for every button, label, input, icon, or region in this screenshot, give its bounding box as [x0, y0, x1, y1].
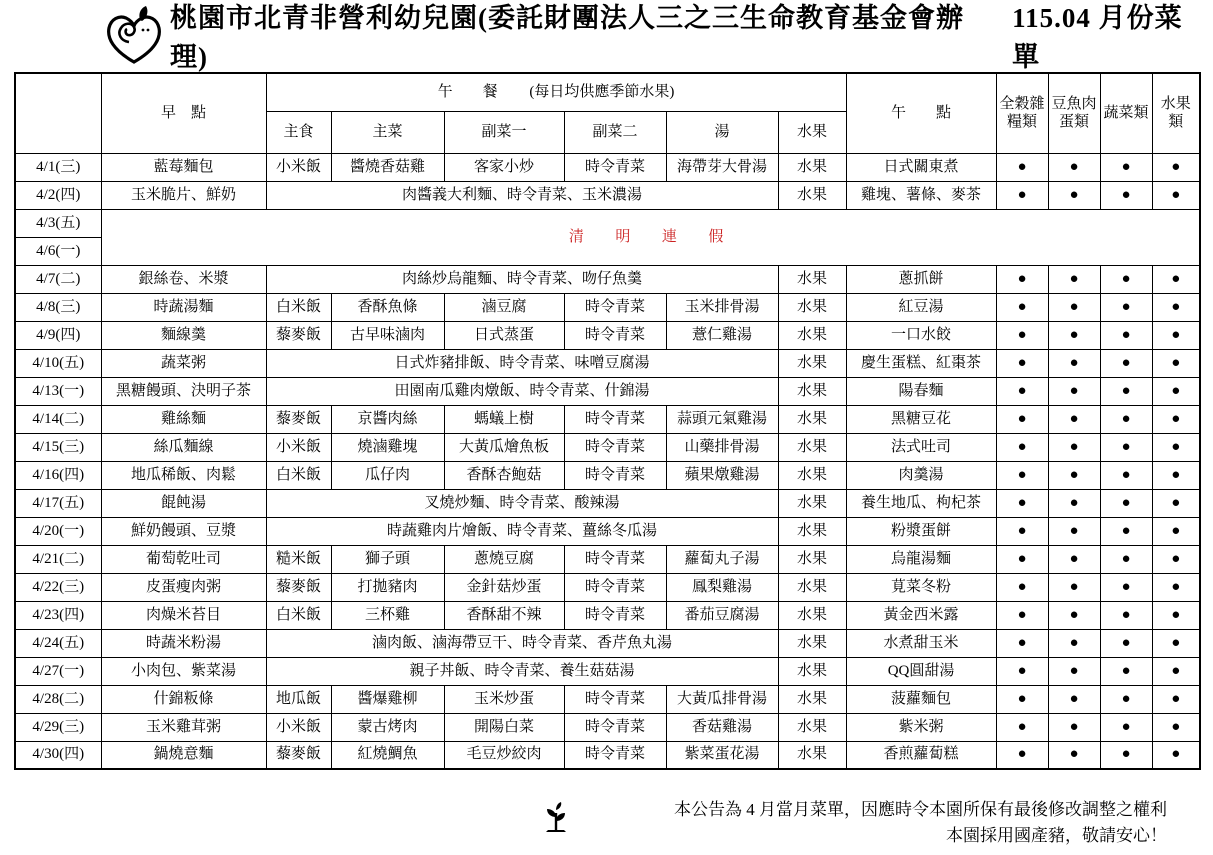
fruit-dot-cell: ●	[1152, 713, 1200, 741]
snack-cell: QQ圓甜湯	[846, 657, 996, 685]
grains-dot-cell: ●	[996, 489, 1048, 517]
grains-dot-cell: ●	[996, 181, 1048, 209]
breakfast-cell: 麵線羹	[101, 321, 266, 349]
lunch-soup-cell: 山藥排骨湯	[666, 433, 778, 461]
lunch-side2-cell: 時令青菜	[564, 433, 666, 461]
lunch-subheader-main: 主菜	[331, 111, 444, 153]
date-cell: 4/8(三)	[15, 293, 101, 321]
fruit-dot-cell: ●	[1152, 489, 1200, 517]
breakfast-cell: 玉米雞茸粥	[101, 713, 266, 741]
grains-dot-cell: ●	[996, 321, 1048, 349]
snack-cell: 肉羹湯	[846, 461, 996, 489]
lunch-fruit-cell: 水果	[778, 713, 846, 741]
snack-cell: 香煎蘿蔔糕	[846, 741, 996, 769]
lunch-main-cell: 打拋豬肉	[331, 573, 444, 601]
date-cell: 4/20(一)	[15, 517, 101, 545]
snack-cell: 陽春麵	[846, 377, 996, 405]
lunch-main-cell: 瓜仔肉	[331, 461, 444, 489]
lunch-soup-cell: 海帶芽大骨湯	[666, 153, 778, 181]
snack-cell: 慶生蛋糕、紅棗茶	[846, 349, 996, 377]
category-header-grains: 全穀雜糧類	[996, 73, 1048, 153]
breakfast-cell: 皮蛋瘦肉粥	[101, 573, 266, 601]
protein-dot-cell: ●	[1048, 629, 1100, 657]
page-title	[170, 0, 1203, 70]
menu-month: 115.04 月份菜單	[1012, 3, 1183, 72]
protein-dot-cell: ●	[1048, 573, 1100, 601]
lunch-side1-cell: 日式蒸蛋	[444, 321, 564, 349]
lunch-soup-cell: 鳳梨雞湯	[666, 573, 778, 601]
footer-pork-notice: 本園採用國產豬，敬請安心！	[946, 826, 1167, 846]
menu-row	[15, 181, 1200, 209]
lunch-soup-cell: 紫菜蛋花湯	[666, 741, 778, 769]
date-cell: 4/28(二)	[15, 685, 101, 713]
date-cell: 4/15(三)	[15, 433, 101, 461]
grains-dot-cell: ●	[996, 685, 1048, 713]
protein-dot-cell: ●	[1048, 321, 1100, 349]
lunch-soup-cell: 蘿蔔丸子湯	[666, 545, 778, 573]
lunch-combined-cell: 田園南瓜雞肉燉飯、時令青菜、什錦湯	[266, 377, 778, 405]
menu-row	[15, 265, 1200, 293]
lunch-staple-cell: 小米飯	[266, 153, 331, 181]
breakfast-cell: 小肉包、紫菜湯	[101, 657, 266, 685]
footer-note	[674, 797, 1167, 850]
lunch-soup-cell: 蘋果燉雞湯	[666, 461, 778, 489]
menu-row	[15, 629, 1200, 657]
lunch-soup-cell: 大黃瓜排骨湯	[666, 685, 778, 713]
lunch-group-header	[266, 73, 846, 111]
protein-dot-cell: ●	[1048, 601, 1100, 629]
protein-dot-cell: ●	[1048, 685, 1100, 713]
title-bar	[0, 0, 1213, 70]
menu-row	[15, 741, 1200, 769]
breakfast-cell: 什錦粄條	[101, 685, 266, 713]
lunch-subheader-side1: 副菜一	[444, 111, 564, 153]
lunch-staple-cell: 小米飯	[266, 713, 331, 741]
snack-column-header: 午 點	[846, 73, 996, 153]
lunch-main-cell: 香酥魚條	[331, 293, 444, 321]
fruit-dot-cell: ●	[1152, 405, 1200, 433]
menu-row	[15, 405, 1200, 433]
lunch-soup-cell: 番茄豆腐湯	[666, 601, 778, 629]
lunch-fruit-note: (每日均供應季節水果)	[529, 83, 675, 100]
fruit-dot-cell: ●	[1152, 461, 1200, 489]
lunch-soup-cell: 玉米排骨湯	[666, 293, 778, 321]
snack-cell: 水煮甜玉米	[846, 629, 996, 657]
grains-dot-cell: ●	[996, 713, 1048, 741]
lunch-subheader-soup: 湯	[666, 111, 778, 153]
fruit-dot-cell: ●	[1152, 321, 1200, 349]
breakfast-cell: 玉米脆片、鮮奶	[101, 181, 266, 209]
lunch-fruit-cell: 水果	[778, 405, 846, 433]
protein-dot-cell: ●	[1048, 377, 1100, 405]
grains-dot-cell: ●	[996, 293, 1048, 321]
category-header-fruit: 水果類	[1152, 73, 1200, 153]
menu-row	[15, 713, 1200, 741]
lunch-staple-cell: 藜麥飯	[266, 573, 331, 601]
lunch-staple-cell: 藜麥飯	[266, 405, 331, 433]
lunch-fruit-cell: 水果	[778, 153, 846, 181]
lunch-main-cell: 燒滷雞塊	[331, 433, 444, 461]
lunch-staple-cell: 白米飯	[266, 601, 331, 629]
breakfast-column-header: 早 點	[101, 73, 266, 153]
lunch-side2-cell: 時令青菜	[564, 405, 666, 433]
menu-row	[15, 433, 1200, 461]
lunch-side1-cell: 毛豆炒絞肉	[444, 741, 564, 769]
protein-dot-cell: ●	[1048, 293, 1100, 321]
lunch-subheader-staple: 主食	[266, 111, 331, 153]
date-cell: 4/27(一)	[15, 657, 101, 685]
fruit-dot-cell: ●	[1152, 741, 1200, 769]
fruit-dot-cell: ●	[1152, 685, 1200, 713]
date-cell: 4/7(二)	[15, 265, 101, 293]
lunch-fruit-cell: 水果	[778, 489, 846, 517]
lunch-staple-cell: 糙米飯	[266, 545, 331, 573]
fruit-dot-cell: ●	[1152, 629, 1200, 657]
fruit-dot-cell: ●	[1152, 153, 1200, 181]
lunch-staple-cell: 藜麥飯	[266, 321, 331, 349]
snack-cell: 紅豆湯	[846, 293, 996, 321]
sprout-icon	[543, 801, 569, 837]
snack-cell: 黃金西米露	[846, 601, 996, 629]
vegetable-dot-cell: ●	[1100, 573, 1152, 601]
lunch-side2-cell: 時令青菜	[564, 293, 666, 321]
fruit-dot-cell: ●	[1152, 433, 1200, 461]
lunch-side2-cell: 時令青菜	[564, 573, 666, 601]
category-header-protein: 豆魚肉蛋類	[1048, 73, 1100, 153]
date-column-header	[15, 73, 101, 153]
menu-row	[15, 657, 1200, 685]
grains-dot-cell: ●	[996, 265, 1048, 293]
lunch-main-cell: 醬爆雞柳	[331, 685, 444, 713]
footer-disclaimer: 本公告為 4 月當月菜單，因應時令本園所保有最後修改調整之權利	[674, 800, 1167, 819]
lunch-staple-cell: 小米飯	[266, 433, 331, 461]
lunch-side1-cell: 大黃瓜燴魚板	[444, 433, 564, 461]
lunch-side2-cell: 時令青菜	[564, 153, 666, 181]
grains-dot-cell: ●	[996, 629, 1048, 657]
protein-dot-cell: ●	[1048, 489, 1100, 517]
lunch-fruit-cell: 水果	[778, 293, 846, 321]
vegetable-dot-cell: ●	[1100, 601, 1152, 629]
lunch-side1-cell: 金針菇炒蛋	[444, 573, 564, 601]
date-cell: 4/14(二)	[15, 405, 101, 433]
vegetable-dot-cell: ●	[1100, 461, 1152, 489]
protein-dot-cell: ●	[1048, 405, 1100, 433]
lunch-side2-cell: 時令青菜	[564, 545, 666, 573]
protein-dot-cell: ●	[1048, 545, 1100, 573]
snack-cell: 法式吐司	[846, 433, 996, 461]
category-header-vegetable: 蔬菜類	[1100, 73, 1152, 153]
lunch-main-cell: 蒙古烤肉	[331, 713, 444, 741]
date-cell: 4/2(四)	[15, 181, 101, 209]
lunch-staple-cell: 地瓜飯	[266, 685, 331, 713]
fruit-dot-cell: ●	[1152, 545, 1200, 573]
lunch-fruit-cell: 水果	[778, 181, 846, 209]
menu-row	[15, 293, 1200, 321]
lunch-fruit-cell: 水果	[778, 657, 846, 685]
heart-spiral-leaf-logo-icon	[99, 6, 169, 68]
vegetable-dot-cell: ●	[1100, 265, 1152, 293]
menu-row	[15, 685, 1200, 713]
vegetable-dot-cell: ●	[1100, 293, 1152, 321]
menu-row	[15, 517, 1200, 545]
snack-cell: 菠蘿麵包	[846, 685, 996, 713]
breakfast-cell: 鍋燒意麵	[101, 741, 266, 769]
snack-cell: 蔥抓餅	[846, 265, 996, 293]
menu-row	[15, 349, 1200, 377]
lunch-side1-cell: 玉米炒蛋	[444, 685, 564, 713]
date-cell: 4/3(五)	[15, 209, 101, 237]
lunch-combined-cell: 時蔬雞肉片燴飯、時令青菜、薑絲冬瓜湯	[266, 517, 778, 545]
fruit-dot-cell: ●	[1152, 657, 1200, 685]
lunch-side2-cell: 時令青菜	[564, 461, 666, 489]
fruit-dot-cell: ●	[1152, 181, 1200, 209]
protein-dot-cell: ●	[1048, 265, 1100, 293]
date-cell: 4/22(三)	[15, 573, 101, 601]
lunch-fruit-cell: 水果	[778, 573, 846, 601]
breakfast-cell: 時蔬湯麵	[101, 293, 266, 321]
breakfast-cell: 餛飩湯	[101, 489, 266, 517]
lunch-fruit-cell: 水果	[778, 601, 846, 629]
lunch-side1-cell: 客家小炒	[444, 153, 564, 181]
lunch-side1-cell: 滷豆腐	[444, 293, 564, 321]
breakfast-cell: 藍莓麵包	[101, 153, 266, 181]
lunch-staple-cell: 白米飯	[266, 461, 331, 489]
lunch-fruit-cell: 水果	[778, 321, 846, 349]
snack-cell: 雞塊、薯條、麥茶	[846, 181, 996, 209]
lunch-fruit-cell: 水果	[778, 349, 846, 377]
breakfast-cell: 時蔬米粉湯	[101, 629, 266, 657]
date-cell: 4/30(四)	[15, 741, 101, 769]
menu-row	[15, 377, 1200, 405]
menu-row	[15, 489, 1200, 517]
lunch-soup-cell: 香菇雞湯	[666, 713, 778, 741]
lunch-subheader-side2: 副菜二	[564, 111, 666, 153]
grains-dot-cell: ●	[996, 433, 1048, 461]
lunch-combined-cell: 肉醬義大利麵、時令青菜、玉米濃湯	[266, 181, 778, 209]
vegetable-dot-cell: ●	[1100, 321, 1152, 349]
vegetable-dot-cell: ●	[1100, 489, 1152, 517]
snack-cell: 養生地瓜、枸杞茶	[846, 489, 996, 517]
protein-dot-cell: ●	[1048, 461, 1100, 489]
lunch-fruit-cell: 水果	[778, 433, 846, 461]
lunch-side1-cell: 蔥燒豆腐	[444, 545, 564, 573]
lunch-side2-cell: 時令青菜	[564, 713, 666, 741]
lunch-main-cell: 古早味滷肉	[331, 321, 444, 349]
vegetable-dot-cell: ●	[1100, 685, 1152, 713]
breakfast-cell: 黑糖饅頭、決明子茶	[101, 377, 266, 405]
date-cell: 4/6(一)	[15, 237, 101, 265]
grains-dot-cell: ●	[996, 601, 1048, 629]
menu-row	[15, 545, 1200, 573]
date-cell: 4/10(五)	[15, 349, 101, 377]
snack-cell: 莧菜冬粉	[846, 573, 996, 601]
lunch-combined-cell: 滷肉飯、滷海帶豆干、時令青菜、香芹魚丸湯	[266, 629, 778, 657]
lunch-side1-cell: 螞蟻上樹	[444, 405, 564, 433]
breakfast-cell: 絲瓜麵線	[101, 433, 266, 461]
snack-cell: 黑糖豆花	[846, 405, 996, 433]
grains-dot-cell: ●	[996, 377, 1048, 405]
protein-dot-cell: ●	[1048, 657, 1100, 685]
protein-dot-cell: ●	[1048, 433, 1100, 461]
breakfast-cell: 蔬菜粥	[101, 349, 266, 377]
lunch-side1-cell: 香酥甜不辣	[444, 601, 564, 629]
menu-table	[14, 72, 1201, 770]
date-cell: 4/23(四)	[15, 601, 101, 629]
fruit-dot-cell: ●	[1152, 293, 1200, 321]
breakfast-cell: 葡萄乾吐司	[101, 545, 266, 573]
lunch-combined-cell: 叉燒炒麵、時令青菜、酸辣湯	[266, 489, 778, 517]
menu-row	[15, 153, 1200, 181]
lunch-staple-cell: 白米飯	[266, 293, 331, 321]
grains-dot-cell: ●	[996, 517, 1048, 545]
breakfast-cell: 雞絲麵	[101, 405, 266, 433]
holiday-label-cell: 清 明 連 假	[101, 209, 1200, 265]
lunch-subheader-fruit: 水果	[778, 111, 846, 153]
menu-row	[15, 573, 1200, 601]
protein-dot-cell: ●	[1048, 741, 1100, 769]
grains-dot-cell: ●	[996, 461, 1048, 489]
vegetable-dot-cell: ●	[1100, 517, 1152, 545]
protein-dot-cell: ●	[1048, 153, 1100, 181]
vegetable-dot-cell: ●	[1100, 657, 1152, 685]
holiday-row	[15, 209, 1200, 237]
vegetable-dot-cell: ●	[1100, 377, 1152, 405]
lunch-fruit-cell: 水果	[778, 377, 846, 405]
vegetable-dot-cell: ●	[1100, 629, 1152, 657]
date-cell: 4/29(三)	[15, 713, 101, 741]
lunch-side2-cell: 時令青菜	[564, 685, 666, 713]
lunch-main-cell: 紅燒鯛魚	[331, 741, 444, 769]
fruit-dot-cell: ●	[1152, 377, 1200, 405]
date-cell: 4/13(一)	[15, 377, 101, 405]
vegetable-dot-cell: ●	[1100, 153, 1152, 181]
protein-dot-cell: ●	[1048, 517, 1100, 545]
lunch-staple-cell: 藜麥飯	[266, 741, 331, 769]
lunch-main-cell: 獅子頭	[331, 545, 444, 573]
snack-cell: 紫米粥	[846, 713, 996, 741]
lunch-group-label: 午 餐	[437, 83, 498, 100]
snack-cell: 一口水餃	[846, 321, 996, 349]
menu-row	[15, 461, 1200, 489]
grains-dot-cell: ●	[996, 349, 1048, 377]
grains-dot-cell: ●	[996, 741, 1048, 769]
grains-dot-cell: ●	[996, 545, 1048, 573]
lunch-soup-cell: 蒜頭元氣雞湯	[666, 405, 778, 433]
lunch-soup-cell: 薏仁雞湯	[666, 321, 778, 349]
lunch-side2-cell: 時令青菜	[564, 601, 666, 629]
protein-dot-cell: ●	[1048, 181, 1100, 209]
lunch-fruit-cell: 水果	[778, 741, 846, 769]
snack-cell: 烏龍湯麵	[846, 545, 996, 573]
vegetable-dot-cell: ●	[1100, 349, 1152, 377]
date-cell: 4/16(四)	[15, 461, 101, 489]
lunch-fruit-cell: 水果	[778, 461, 846, 489]
lunch-fruit-cell: 水果	[778, 685, 846, 713]
breakfast-cell: 肉燥米苔目	[101, 601, 266, 629]
vegetable-dot-cell: ●	[1100, 181, 1152, 209]
date-cell: 4/24(五)	[15, 629, 101, 657]
lunch-main-cell: 三杯雞	[331, 601, 444, 629]
date-cell: 4/17(五)	[15, 489, 101, 517]
protein-dot-cell: ●	[1048, 713, 1100, 741]
fruit-dot-cell: ●	[1152, 573, 1200, 601]
snack-cell: 日式關東煮	[846, 153, 996, 181]
snack-cell: 粉漿蛋餅	[846, 517, 996, 545]
lunch-side2-cell: 時令青菜	[564, 741, 666, 769]
vegetable-dot-cell: ●	[1100, 433, 1152, 461]
lunch-combined-cell: 親子丼飯、時令青菜、養生菇菇湯	[266, 657, 778, 685]
date-cell: 4/1(三)	[15, 153, 101, 181]
vegetable-dot-cell: ●	[1100, 741, 1152, 769]
grains-dot-cell: ●	[996, 657, 1048, 685]
lunch-main-cell: 醬燒香菇雞	[331, 153, 444, 181]
grains-dot-cell: ●	[996, 405, 1048, 433]
fruit-dot-cell: ●	[1152, 517, 1200, 545]
lunch-side2-cell: 時令青菜	[564, 321, 666, 349]
menu-body	[15, 153, 1200, 769]
protein-dot-cell: ●	[1048, 349, 1100, 377]
lunch-main-cell: 京醬肉絲	[331, 405, 444, 433]
lunch-combined-cell: 肉絲炒烏龍麵、時令青菜、吻仔魚羹	[266, 265, 778, 293]
date-cell: 4/9(四)	[15, 321, 101, 349]
breakfast-cell: 銀絲卷、米漿	[101, 265, 266, 293]
fruit-dot-cell: ●	[1152, 601, 1200, 629]
lunch-fruit-cell: 水果	[778, 629, 846, 657]
lunch-side1-cell: 開陽白菜	[444, 713, 564, 741]
lunch-side1-cell: 香酥杏鮑菇	[444, 461, 564, 489]
breakfast-cell: 鮮奶饅頭、豆漿	[101, 517, 266, 545]
lunch-fruit-cell: 水果	[778, 517, 846, 545]
lunch-fruit-cell: 水果	[778, 545, 846, 573]
vegetable-dot-cell: ●	[1100, 713, 1152, 741]
breakfast-cell: 地瓜稀飯、肉鬆	[101, 461, 266, 489]
vegetable-dot-cell: ●	[1100, 545, 1152, 573]
vegetable-dot-cell: ●	[1100, 405, 1152, 433]
lunch-combined-cell: 日式炸豬排飯、時令青菜、味噌豆腐湯	[266, 349, 778, 377]
fruit-dot-cell: ●	[1152, 265, 1200, 293]
grains-dot-cell: ●	[996, 573, 1048, 601]
fruit-dot-cell: ●	[1152, 349, 1200, 377]
school-name: 桃園市北青非營利幼兒園(委託財團法人三之三生命教育基金會辦理)	[170, 3, 964, 72]
menu-row	[15, 601, 1200, 629]
menu-row	[15, 321, 1200, 349]
grains-dot-cell: ●	[996, 153, 1048, 181]
lunch-fruit-cell: 水果	[778, 265, 846, 293]
date-cell: 4/21(二)	[15, 545, 101, 573]
